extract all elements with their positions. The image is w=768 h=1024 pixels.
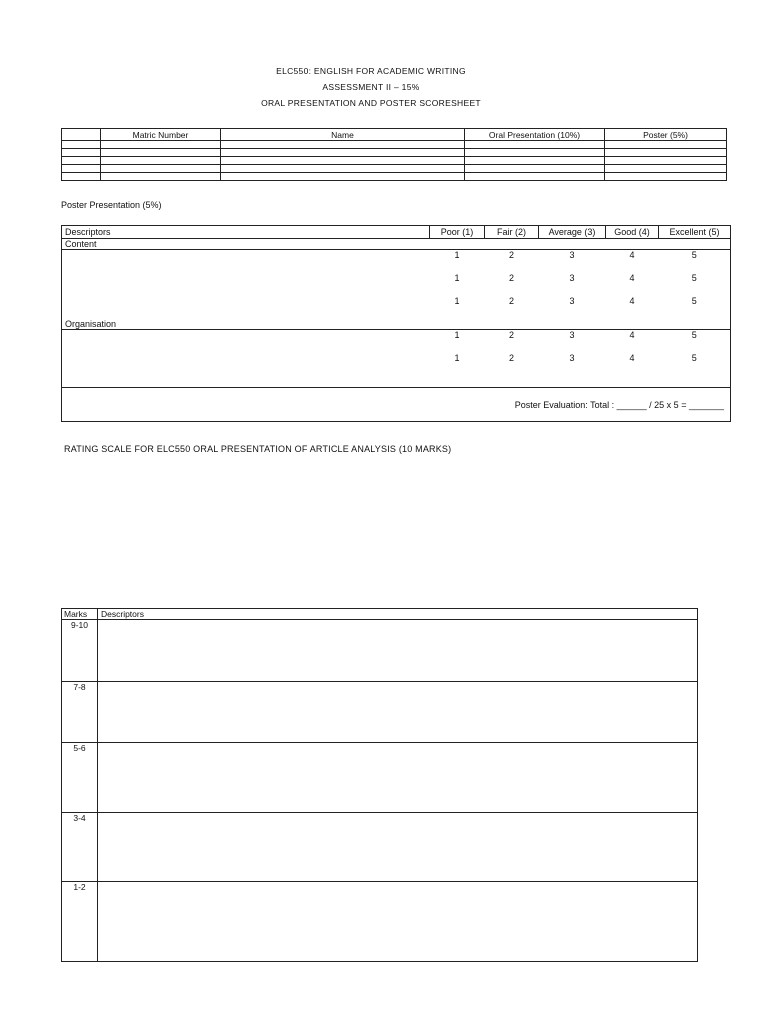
student-cell — [62, 141, 101, 149]
student-row — [62, 165, 727, 173]
rating-row — [62, 813, 698, 882]
rubric-row — [62, 353, 731, 388]
rating-marks-1: 7-8 — [62, 682, 98, 743]
rubric-score: 2 — [508, 273, 514, 283]
student-table-header — [62, 129, 727, 141]
rubric-score: 5 — [659, 250, 731, 274]
rubric-score: 3 — [569, 353, 575, 363]
rubric-score: 4 — [629, 296, 635, 306]
student-cell — [465, 165, 605, 173]
rating-row — [62, 620, 698, 682]
col-poster: Poster (5%) — [605, 129, 727, 141]
poster-rubric-header — [62, 226, 731, 239]
poster-section-label: Poster Presentation (5%) — [61, 200, 162, 210]
rating-marks-4: 1-2 — [62, 882, 98, 962]
rubric-score: 5 — [659, 273, 731, 296]
scale-good: Good (4) — [606, 226, 659, 239]
scale-fair: Fair (2) — [485, 226, 539, 239]
rubric-descriptor-cell — [62, 273, 430, 296]
rubric-score: 5 — [659, 330, 731, 354]
rating-table-header — [62, 609, 698, 620]
scale-average: Average (3) — [539, 226, 606, 239]
student-row — [62, 173, 727, 181]
rubric-score: 2 — [508, 353, 514, 363]
rating-descriptor-cell — [98, 682, 698, 743]
rating-section-label: RATING SCALE FOR ELC550 ORAL PRESENTATION OF ARTICLE ANALYSIS (10 MARKS) — [64, 444, 452, 454]
col-matric-number: Matric Number — [101, 129, 221, 141]
rubric-category-1: Organisation — [62, 319, 731, 330]
student-cell — [101, 141, 221, 149]
student-cell — [605, 157, 727, 165]
rating-marks-2: 5-6 — [62, 743, 98, 813]
rating-descriptor-cell — [98, 620, 698, 682]
scoresheet-title: ORAL PRESENTATION AND POSTER SCORESHEET — [261, 98, 481, 108]
scale-excellent: Excellent (5) — [659, 226, 731, 239]
student-table — [61, 128, 727, 181]
student-cell — [101, 149, 221, 157]
student-cell — [62, 165, 101, 173]
poster-rubric-table — [61, 225, 731, 422]
rubric-score: 3 — [569, 296, 575, 306]
assessment-title: ASSESSMENT II – 15% — [322, 82, 420, 92]
rubric-row — [62, 273, 731, 296]
student-cell — [605, 165, 727, 173]
col-marks: Marks — [62, 609, 98, 620]
poster-rubric-body — [62, 226, 731, 422]
descriptors-header: Descriptors — [62, 226, 430, 239]
rubric-row — [62, 296, 731, 319]
student-cell — [221, 165, 465, 173]
student-cell — [605, 149, 727, 157]
student-cell — [62, 149, 101, 157]
rubric-score: 1 — [454, 353, 460, 363]
student-cell — [101, 165, 221, 173]
student-row — [62, 157, 727, 165]
rubric-score: 2 — [508, 330, 514, 340]
student-cell — [465, 173, 605, 181]
rating-marks-0: 9-10 — [62, 620, 98, 682]
rubric-descriptor-cell — [62, 296, 430, 319]
rating-rows — [62, 620, 698, 962]
student-cell — [221, 141, 465, 149]
rubric-score: 5 — [659, 296, 731, 319]
col-oral-presentation: Oral Presentation (10%) — [465, 129, 605, 141]
rubric-descriptor-cell — [62, 330, 430, 354]
rubric-score: 4 — [629, 330, 635, 340]
rating-row — [62, 743, 698, 813]
rating-row — [62, 682, 698, 743]
rubric-descriptor-cell — [62, 353, 430, 388]
rubric-score: 3 — [569, 273, 575, 283]
student-cell — [465, 141, 605, 149]
student-cell — [221, 157, 465, 165]
rating-marks-3: 3-4 — [62, 813, 98, 882]
rubric-score: 4 — [629, 273, 635, 283]
student-cell — [101, 157, 221, 165]
rubric-score: 2 — [508, 296, 514, 306]
student-cell — [465, 157, 605, 165]
poster-total: Poster Evaluation: Total : ______ / 25 x 5 = _______ — [62, 388, 731, 422]
student-row — [62, 149, 727, 157]
poster-total-row — [62, 388, 731, 422]
rating-scale-table — [61, 608, 698, 962]
rubric-score: 4 — [629, 250, 635, 260]
rating-descriptor-cell — [98, 813, 698, 882]
student-cell — [465, 149, 605, 157]
student-cell — [221, 149, 465, 157]
rubric-score: 3 — [569, 330, 575, 340]
student-cell — [221, 173, 465, 181]
student-cell — [62, 173, 101, 181]
rubric-descriptor-cell — [62, 250, 430, 274]
rubric-score: 1 — [454, 250, 460, 260]
rubric-score: 3 — [569, 250, 575, 260]
rubric-category-row — [62, 319, 731, 330]
rubric-score: 1 — [454, 330, 460, 340]
rubric-category-0: Content — [62, 239, 731, 250]
student-cell — [62, 157, 101, 165]
rubric-score: 5 — [659, 353, 731, 388]
student-cell — [101, 173, 221, 181]
student-cell — [605, 141, 727, 149]
student-cell — [605, 173, 727, 181]
rating-descriptor-cell — [98, 743, 698, 813]
course-title: ELC550: ENGLISH FOR ACADEMIC WRITING — [276, 66, 466, 76]
scale-poor: Poor (1) — [430, 226, 485, 239]
rating-descriptor-cell — [98, 882, 698, 962]
rating-row — [62, 882, 698, 962]
student-row — [62, 141, 727, 149]
rubric-score: 1 — [454, 296, 460, 306]
rubric-row — [62, 250, 731, 274]
rubric-category-row — [62, 239, 731, 250]
col-descriptors: Descriptors — [98, 609, 698, 620]
rubric-row — [62, 330, 731, 354]
col-name: Name — [221, 129, 465, 141]
student-rows — [62, 141, 727, 181]
rubric-score: 2 — [508, 250, 514, 260]
col-index — [62, 129, 101, 141]
rubric-score: 4 — [629, 353, 635, 363]
rubric-score: 1 — [454, 273, 460, 283]
